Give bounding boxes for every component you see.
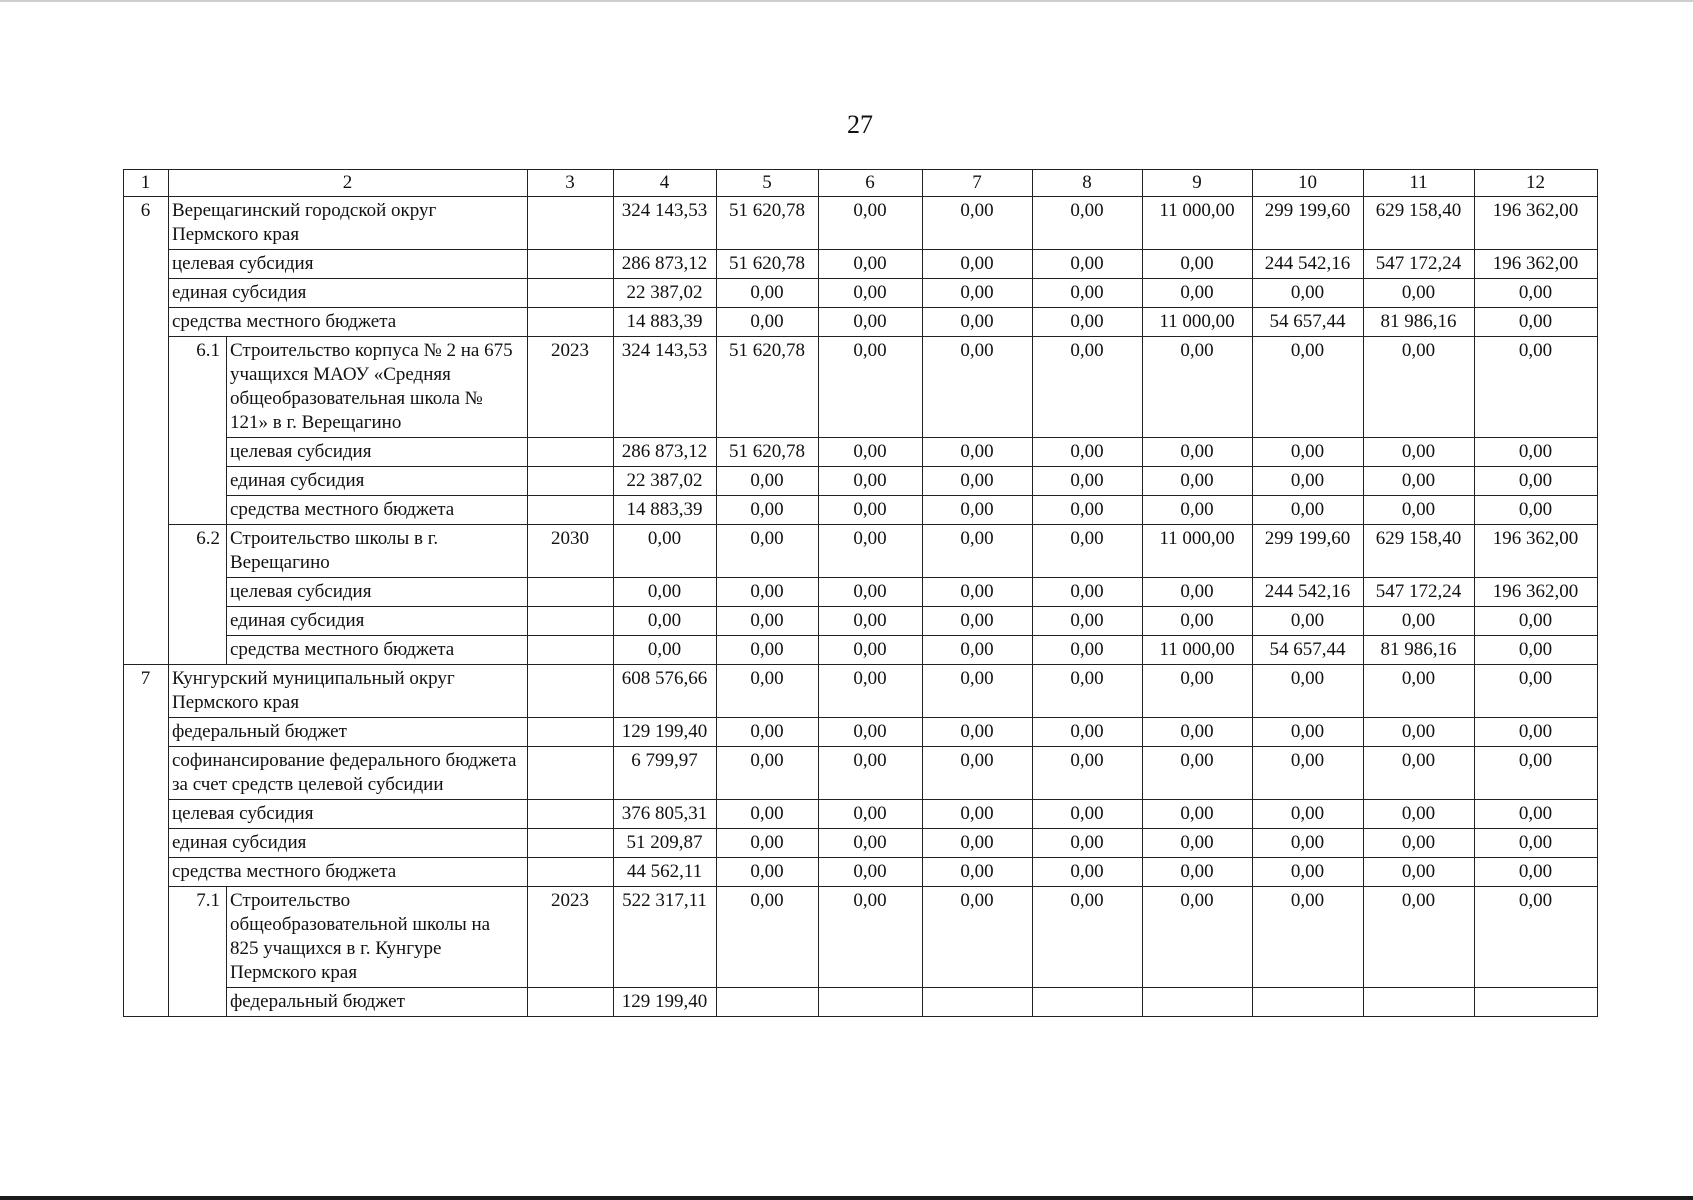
value-cell: 0,00	[1033, 829, 1143, 858]
value-cell: 0,00	[1033, 665, 1143, 718]
value-cell: 0,00	[923, 747, 1033, 800]
value-cell: 0,00	[717, 279, 819, 308]
value-cell: 0,00	[1143, 496, 1253, 525]
value-cell: 0,00	[1364, 800, 1475, 829]
value-cell: 0,00	[717, 747, 819, 800]
value-cell: 0,00	[1033, 578, 1143, 607]
funding-row	[124, 718, 1598, 747]
value-cell: 0,00	[1364, 747, 1475, 800]
project-row	[124, 525, 1598, 578]
funding-label: средства местного бюджета	[227, 496, 528, 525]
funding-label: единая субсидия	[169, 829, 528, 858]
value-cell: 0,00	[1033, 197, 1143, 250]
funding-row	[124, 250, 1598, 279]
year-cell	[528, 496, 614, 525]
value-cell: 0,00	[1033, 800, 1143, 829]
funding-row	[124, 829, 1598, 858]
value-cell: 44 562,11	[614, 858, 717, 887]
funding-row	[124, 747, 1598, 800]
funding-label: целевая субсидия	[169, 800, 528, 829]
value-cell: 11 000,00	[1143, 636, 1253, 665]
value-cell: 0,00	[1364, 496, 1475, 525]
project-title: Строительство школы в г. Верещагино	[227, 525, 528, 578]
funding-label: софинансирование федерального бюджета за счет средств целевой субсидии	[169, 747, 528, 800]
value-cell: 0,00	[923, 800, 1033, 829]
value-cell	[923, 988, 1033, 1017]
value-cell: 0,00	[819, 718, 923, 747]
value-cell: 0,00	[923, 665, 1033, 718]
project-funding-row	[124, 988, 1598, 1017]
project-title: Строительство общеобразовательной школы на 825 учащихся в г. Кунгуре Пермского края	[227, 887, 528, 988]
value-cell: 0,00	[1475, 279, 1598, 308]
value-cell: 0,00	[923, 467, 1033, 496]
header-cell-9: 9	[1143, 170, 1253, 197]
year-cell	[528, 858, 614, 887]
value-cell: 0,00	[1033, 438, 1143, 467]
project-funding-row	[124, 467, 1598, 496]
value-cell: 0,00	[1253, 279, 1364, 308]
value-cell: 0,00	[1033, 636, 1143, 665]
value-cell: 0,00	[819, 607, 923, 636]
project-year: 2023	[528, 887, 614, 988]
value-cell: 0,00	[1253, 718, 1364, 747]
value-cell: 0,00	[1475, 887, 1598, 988]
value-cell: 81 986,16	[1364, 636, 1475, 665]
value-cell: 0,00	[1143, 250, 1253, 279]
value-cell: 0,00	[923, 636, 1033, 665]
funding-label: федеральный бюджет	[169, 718, 528, 747]
project-year: 2023	[528, 337, 614, 438]
header-cell-7: 7	[923, 170, 1033, 197]
value-cell: 0,00	[717, 525, 819, 578]
value-cell: 0,00	[1475, 467, 1598, 496]
value-cell: 0,00	[819, 337, 923, 438]
header-cell-1: 1	[124, 170, 169, 197]
value-cell: 51 209,87	[614, 829, 717, 858]
value-cell: 0,00	[717, 578, 819, 607]
value-cell: 0,00	[1475, 800, 1598, 829]
funding-label: федеральный бюджет	[227, 988, 528, 1017]
value-cell: 0,00	[819, 800, 923, 829]
project-funding-row	[124, 607, 1598, 636]
value-cell: 196 362,00	[1475, 250, 1598, 279]
value-cell: 0,00	[1364, 829, 1475, 858]
value-cell: 0,00	[1033, 858, 1143, 887]
value-cell: 0,00	[819, 438, 923, 467]
value-cell: 0,00	[1364, 337, 1475, 438]
value-cell: 0,00	[1143, 438, 1253, 467]
value-cell: 0,00	[1143, 607, 1253, 636]
value-cell: 0,00	[819, 858, 923, 887]
funding-label: единая субсидия	[169, 279, 528, 308]
value-cell: 0,00	[1253, 665, 1364, 718]
value-cell: 196 362,00	[1475, 197, 1598, 250]
value-cell: 0,00	[1475, 496, 1598, 525]
value-cell: 0,00	[923, 279, 1033, 308]
year-cell	[528, 665, 614, 718]
funding-row	[124, 800, 1598, 829]
year-cell	[528, 607, 614, 636]
value-cell	[1253, 988, 1364, 1017]
value-cell: 196 362,00	[1475, 578, 1598, 607]
value-cell: 629 158,40	[1364, 197, 1475, 250]
value-cell: 0,00	[1143, 337, 1253, 438]
value-cell: 0,00	[1364, 887, 1475, 988]
value-cell: 629 158,40	[1364, 525, 1475, 578]
value-cell: 0,00	[614, 607, 717, 636]
value-cell: 0,00	[819, 496, 923, 525]
funding-label: единая субсидия	[227, 607, 528, 636]
value-cell: 0,00	[923, 829, 1033, 858]
value-cell: 0,00	[1033, 337, 1143, 438]
value-cell: 0,00	[1253, 496, 1364, 525]
year-cell	[528, 829, 614, 858]
value-cell: 0,00	[1143, 887, 1253, 988]
funding-label: средства местного бюджета	[169, 308, 528, 337]
value-cell: 6 799,97	[614, 747, 717, 800]
value-cell: 0,00	[1143, 858, 1253, 887]
value-cell: 0,00	[1475, 607, 1598, 636]
value-cell: 81 986,16	[1364, 308, 1475, 337]
value-cell: 0,00	[1253, 858, 1364, 887]
value-cell: 0,00	[1143, 279, 1253, 308]
value-cell: 54 657,44	[1253, 308, 1364, 337]
year-cell	[528, 800, 614, 829]
value-cell: 0,00	[1143, 800, 1253, 829]
value-cell: 0,00	[1253, 607, 1364, 636]
value-cell: 0,00	[923, 718, 1033, 747]
value-cell: 376 805,31	[614, 800, 717, 829]
funding-row	[124, 279, 1598, 308]
value-cell: 0,00	[1364, 467, 1475, 496]
value-cell: 0,00	[717, 800, 819, 829]
value-cell: 244 542,16	[1253, 578, 1364, 607]
value-cell: 0,00	[1475, 337, 1598, 438]
value-cell: 0,00	[1253, 887, 1364, 988]
scan-edge-top	[0, 0, 1693, 2]
funding-label: единая субсидия	[227, 467, 528, 496]
project-index: 7.1	[169, 887, 227, 1017]
value-cell: 0,00	[717, 858, 819, 887]
value-cell: 51 620,78	[717, 197, 819, 250]
year-cell	[528, 747, 614, 800]
value-cell	[1033, 988, 1143, 1017]
value-cell: 299 199,60	[1253, 525, 1364, 578]
section-index: 7	[124, 665, 169, 1017]
value-cell: 0,00	[923, 496, 1033, 525]
value-cell: 286 873,12	[614, 250, 717, 279]
value-cell: 14 883,39	[614, 496, 717, 525]
value-cell: 0,00	[819, 525, 923, 578]
value-cell: 51 620,78	[717, 438, 819, 467]
table-body	[124, 170, 1598, 1017]
project-year: 2030	[528, 525, 614, 578]
value-cell: 0,00	[1033, 525, 1143, 578]
value-cell: 608 576,66	[614, 665, 717, 718]
value-cell: 22 387,02	[614, 279, 717, 308]
project-funding-row	[124, 636, 1598, 665]
value-cell: 0,00	[717, 467, 819, 496]
year-cell	[528, 279, 614, 308]
header-cell-3: 3	[528, 170, 614, 197]
value-cell: 0,00	[1033, 250, 1143, 279]
value-cell: 0,00	[923, 578, 1033, 607]
value-cell: 0,00	[1364, 438, 1475, 467]
value-cell: 0,00	[717, 887, 819, 988]
value-cell: 0,00	[614, 636, 717, 665]
section-title: Верещагинский городской округ Пермского края	[169, 197, 528, 250]
year-cell	[528, 197, 614, 250]
value-cell: 0,00	[819, 887, 923, 988]
value-cell: 0,00	[717, 718, 819, 747]
value-cell: 0,00	[717, 496, 819, 525]
value-cell: 0,00	[1253, 829, 1364, 858]
value-cell: 14 883,39	[614, 308, 717, 337]
value-cell: 0,00	[819, 636, 923, 665]
value-cell: 51 620,78	[717, 250, 819, 279]
value-cell: 0,00	[614, 578, 717, 607]
value-cell: 0,00	[1253, 337, 1364, 438]
header-cell-10: 10	[1253, 170, 1364, 197]
value-cell: 11 000,00	[1143, 197, 1253, 250]
value-cell	[1143, 988, 1253, 1017]
value-cell: 129 199,40	[614, 988, 717, 1017]
value-cell: 299 199,60	[1253, 197, 1364, 250]
value-cell: 0,00	[923, 887, 1033, 988]
value-cell: 0,00	[819, 250, 923, 279]
value-cell: 196 362,00	[1475, 525, 1598, 578]
value-cell	[1475, 988, 1598, 1017]
value-cell: 0,00	[923, 858, 1033, 887]
year-cell	[528, 636, 614, 665]
section-row	[124, 665, 1598, 718]
value-cell: 0,00	[1033, 887, 1143, 988]
value-cell: 0,00	[923, 438, 1033, 467]
header-cell-4: 4	[614, 170, 717, 197]
value-cell: 547 172,24	[1364, 578, 1475, 607]
value-cell: 0,00	[1143, 747, 1253, 800]
value-cell: 0,00	[1475, 829, 1598, 858]
value-cell: 0,00	[1475, 636, 1598, 665]
value-cell: 0,00	[1033, 747, 1143, 800]
value-cell: 547 172,24	[1364, 250, 1475, 279]
funding-label: средства местного бюджета	[227, 636, 528, 665]
project-index: 6.1	[169, 337, 227, 525]
value-cell: 0,00	[819, 308, 923, 337]
budget-table	[123, 169, 1598, 1017]
value-cell: 0,00	[1475, 747, 1598, 800]
value-cell: 0,00	[819, 467, 923, 496]
value-cell: 0,00	[819, 665, 923, 718]
funding-label: средства местного бюджета	[169, 858, 528, 887]
header-cell-6: 6	[819, 170, 923, 197]
value-cell: 0,00	[819, 747, 923, 800]
value-cell: 522 317,11	[614, 887, 717, 988]
funding-label: целевая субсидия	[227, 578, 528, 607]
header-cell-2: 2	[169, 170, 528, 197]
value-cell: 0,00	[1033, 607, 1143, 636]
value-cell: 0,00	[1253, 438, 1364, 467]
value-cell: 0,00	[1364, 279, 1475, 308]
value-cell: 0,00	[1475, 665, 1598, 718]
page-number: 27	[847, 110, 873, 139]
value-cell: 0,00	[1033, 496, 1143, 525]
value-cell: 0,00	[819, 829, 923, 858]
value-cell: 286 873,12	[614, 438, 717, 467]
value-cell: 0,00	[819, 197, 923, 250]
value-cell: 0,00	[923, 308, 1033, 337]
value-cell: 0,00	[1033, 279, 1143, 308]
value-cell: 0,00	[923, 337, 1033, 438]
value-cell: 0,00	[614, 525, 717, 578]
value-cell: 0,00	[1143, 467, 1253, 496]
value-cell: 0,00	[1364, 607, 1475, 636]
value-cell: 0,00	[1253, 800, 1364, 829]
value-cell: 0,00	[1364, 665, 1475, 718]
value-cell: 0,00	[819, 279, 923, 308]
value-cell: 0,00	[1143, 718, 1253, 747]
year-cell	[528, 438, 614, 467]
funding-label: целевая субсидия	[227, 438, 528, 467]
year-cell	[528, 988, 614, 1017]
value-cell: 0,00	[819, 578, 923, 607]
year-cell	[528, 578, 614, 607]
header-cell-12: 12	[1475, 170, 1598, 197]
value-cell: 129 199,40	[614, 718, 717, 747]
value-cell: 0,00	[1143, 578, 1253, 607]
year-cell	[528, 467, 614, 496]
project-funding-row	[124, 496, 1598, 525]
value-cell: 324 143,53	[614, 337, 717, 438]
project-row	[124, 887, 1598, 988]
value-cell: 0,00	[717, 829, 819, 858]
value-cell: 11 000,00	[1143, 525, 1253, 578]
funding-row	[124, 308, 1598, 337]
budget-table-wrapper	[123, 169, 1598, 1017]
section-title: Кунгурский муниципальный округ Пермского края	[169, 665, 528, 718]
section-row	[124, 197, 1598, 250]
section-index: 6	[124, 197, 169, 665]
project-funding-row	[124, 438, 1598, 467]
value-cell: 0,00	[1033, 467, 1143, 496]
header-cell-8: 8	[1033, 170, 1143, 197]
value-cell: 0,00	[717, 636, 819, 665]
value-cell: 54 657,44	[1253, 636, 1364, 665]
value-cell: 0,00	[1033, 308, 1143, 337]
scan-edge-bottom	[0, 1196, 1693, 1200]
value-cell	[1364, 988, 1475, 1017]
year-cell	[528, 718, 614, 747]
funding-row	[124, 858, 1598, 887]
year-cell	[528, 250, 614, 279]
value-cell: 0,00	[1143, 665, 1253, 718]
value-cell: 0,00	[1253, 467, 1364, 496]
value-cell: 244 542,16	[1253, 250, 1364, 279]
project-title: Строительство корпуса № 2 на 675 учащихся МАОУ «Средняя общеобразовательная школа № 121» в г. Верещагино	[227, 337, 528, 438]
value-cell: 51 620,78	[717, 337, 819, 438]
value-cell: 0,00	[923, 197, 1033, 250]
project-funding-row	[124, 578, 1598, 607]
value-cell: 11 000,00	[1143, 308, 1253, 337]
value-cell: 324 143,53	[614, 197, 717, 250]
value-cell: 22 387,02	[614, 467, 717, 496]
value-cell: 0,00	[1475, 718, 1598, 747]
value-cell: 0,00	[717, 308, 819, 337]
value-cell: 0,00	[1475, 858, 1598, 887]
value-cell: 0,00	[1364, 858, 1475, 887]
value-cell: 0,00	[1475, 308, 1598, 337]
value-cell: 0,00	[1033, 718, 1143, 747]
value-cell: 0,00	[923, 525, 1033, 578]
value-cell: 0,00	[923, 250, 1033, 279]
value-cell	[819, 988, 923, 1017]
header-row	[124, 170, 1598, 197]
value-cell: 0,00	[1364, 718, 1475, 747]
value-cell: 0,00	[1253, 747, 1364, 800]
value-cell: 0,00	[1143, 829, 1253, 858]
header-cell-5: 5	[717, 170, 819, 197]
project-index: 6.2	[169, 525, 227, 665]
header-cell-11: 11	[1364, 170, 1475, 197]
project-row	[124, 337, 1598, 438]
value-cell: 0,00	[923, 607, 1033, 636]
funding-label: целевая субсидия	[169, 250, 528, 279]
value-cell: 0,00	[717, 665, 819, 718]
value-cell	[717, 988, 819, 1017]
value-cell: 0,00	[1475, 438, 1598, 467]
year-cell	[528, 308, 614, 337]
value-cell: 0,00	[717, 607, 819, 636]
